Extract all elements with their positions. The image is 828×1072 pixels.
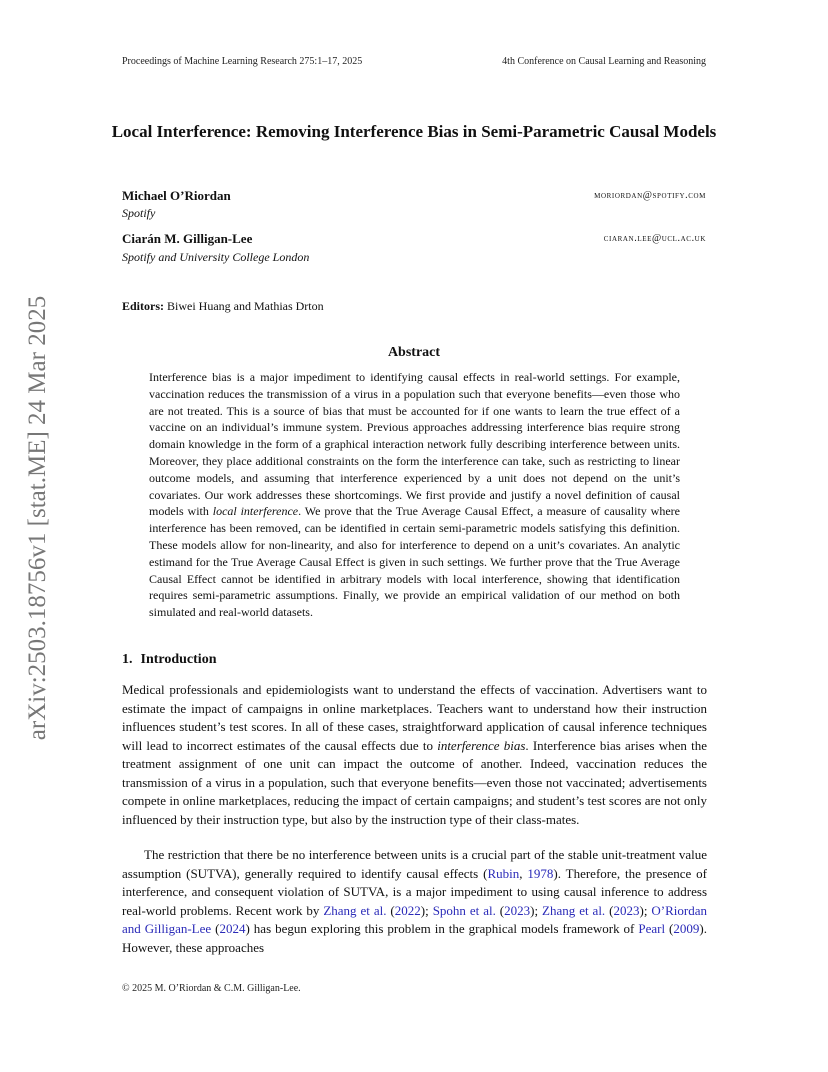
author-name-1: Michael O’Riordan [122,188,231,203]
citation-link[interactable]: Pearl [638,921,666,936]
paragraph-emphasis: interference bias [437,737,526,753]
running-header-left: Proceedings of Machine Learning Research 275:1–17, 2025 [122,56,363,67]
abstract-text: Interference bias is a major impediment to identifying causal effects in real-world settings. For example, vaccination reduces the transmission of a virus in a population such that everyone benefits—even those who are not treated. This is a source of bias that must be accounted for if one wants to learn the true effect of a vaccine on an individual’s immune system. Previous approaches addressing interference bias require strong domain knowledge in the form of a graphical interaction network fully describing interference between units. Moreover, they place additional constraints on the form the interference can take, such as restricting to linear outcome models, and assuming that interference experienced by a unit does not depend on the unit’s covariates. Our work addresses these shortcomings. We first provide and justify a novel definition of causal models with [149,370,680,519]
intro-paragraph-2 [122,846,707,957]
abstract-heading: Abstract [387,345,441,360]
citation-link[interactable]: Spohn et al. [432,902,496,918]
paragraph-text: , [519,865,528,881]
paragraph-text: ( [665,921,674,936]
citation-link[interactable]: 2024 [219,921,246,936]
citation-link[interactable]: 2022 [394,902,421,918]
paragraph-text: ); [639,902,652,918]
arxiv-id: arXiv:2503.18756v1 [stat.ME] 24 Mar 2025 [24,295,51,741]
citation-link[interactable]: Zhang et al. [323,902,387,918]
section-heading [122,652,216,668]
paragraph-text: Medical professionals and epidemiologists want to understand the effects of vaccination. Advertisers want to estimate the impact of campaigns in online marketplaces. Teachers want to understand how their instruction influences student’s test scores. In all of these cases, straightforward application of causal inference techniques will lead to incorrect estimates of the causal effects due to [122,682,707,753]
abstract-text: . We prove that the True Average Causal Effect, a measure of causality where interference has been removed, can be identified in certain semi-parametric models satisfying this definition. These models allow for non-linearity, and also for interference to depend on a unit’s covariates. An analytic estimand for the True Average Causal Effect is given in such settings. We further prove that the True Average Causal Effect cannot be identified in arbitrary models with local interference, showing that identification requires semi-parametric assumptions. Finally, we provide an empirical validation of our method on both simulated and real-world datasets. [149,504,680,620]
author-name-2: Ciarán M. Gilligan-Lee [122,231,253,246]
citation-link[interactable]: Zhang et al. [542,902,606,918]
editors-names: Biwei Huang and Mathias Drton [167,299,324,313]
editors-label: Editors: [122,299,164,313]
arxiv-sidebar [8,258,68,778]
paragraph-text: ( [386,902,395,918]
author-email-2[interactable]: ciaran.lee@ucl.ac.uk [603,233,706,244]
author-affiliation-2: Spotify and University College London [122,250,310,264]
citation-link[interactable]: 2023 [613,902,640,918]
paragraph-text: ). However, these approaches [122,921,707,955]
paragraph-text: ) has begun exploring this problem in the graphical models framework of [245,921,639,936]
paragraph-text: ). Therefore, the presence of interference, and consequent violation of SUTVA, is a major impediment to using causal inference to address real-world problems. Recent work by [122,865,708,918]
abstract-emphasis: local interference [212,504,299,519]
intro-paragraph-1 [122,681,707,829]
paragraph-text: ( [211,921,220,936]
section-title: Introduction [140,652,217,667]
running-header-right: 4th Conference on Causal Learning and Reasoning [502,56,706,67]
editors-line [122,299,324,314]
paragraph-text: ); [420,902,433,918]
citation-link[interactable]: 2023 [504,902,531,918]
paragraph-text: ); [530,902,543,918]
citation-link[interactable]: O’Riordan and Gilligan-Lee [122,902,707,936]
paragraph-text: . Interference bias arises when the treatment assignment of one unit can impact the outcome of another. Indeed, vaccination reduces the transmission of a virus in a population, such that everyone benefits—even those not vaccinated; advertisements compete in online marketplaces, reducing the impact of certain campaigns; and student’s test scores are not only influenced by their instruction type, but also by the instruction type of their class-mates. [122,737,707,827]
citation-link[interactable]: Rubin [487,865,520,881]
author-email-1[interactable]: moriordan@spotify.com [594,190,706,201]
abstract-body [149,369,680,621]
paragraph-text: ( [605,902,614,918]
author-affiliation-1: Spotify [122,206,156,220]
section-number: 1. [122,652,133,667]
citation-link[interactable]: 1978 [527,865,554,881]
copyright-footer: © 2025 M. O’Riordan & C.M. Gilligan-Lee. [122,983,301,994]
paragraph-text: ( [495,902,505,918]
citation-link[interactable]: 2009 [673,921,700,936]
paper-title: Local Interference: Removing Interference Bias in Semi-Parametric Causal Models [111,122,717,141]
paragraph-text: The restriction that there be no interference between units is a crucial part of the stable unit-treatment value assumption (SUTVA), generally required to identify causal effects ( [122,847,707,881]
